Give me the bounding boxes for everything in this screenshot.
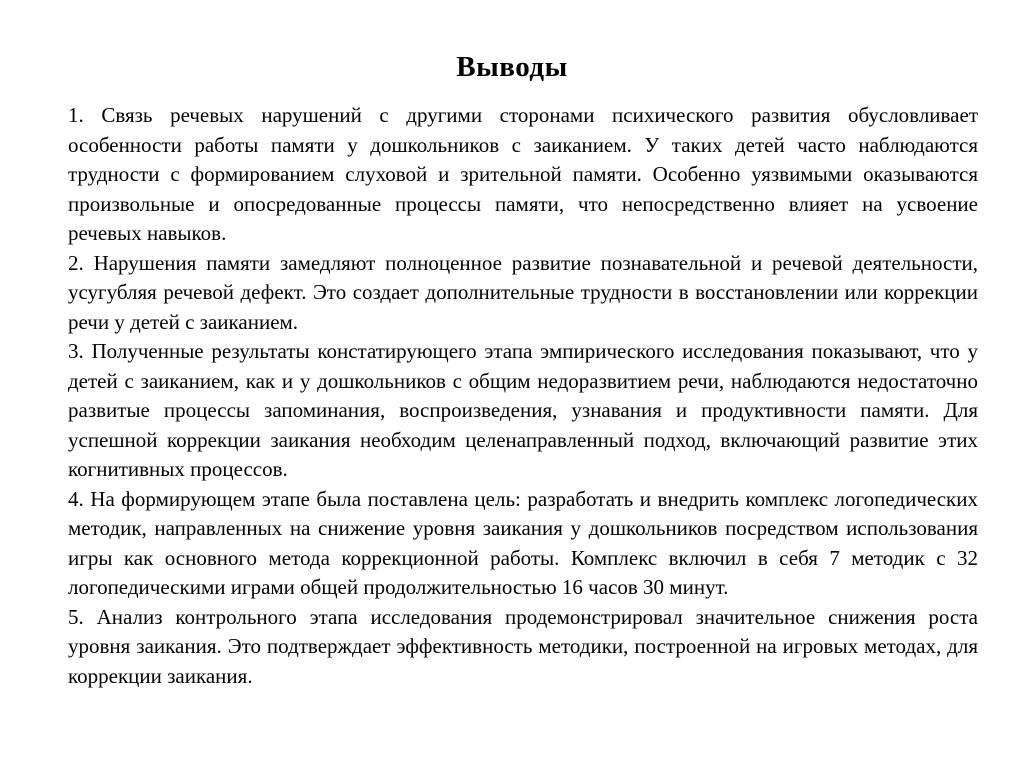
conclusion-paragraph-3: 3. Полученные результаты констатирующего этапа эмпирического исследования показывают, что у детей с заиканием, как и у дошкольников с общим недоразвитием речи, наблюдаются недостаточно развитые процессы запоминания, воспроизведения, узнавания и продуктивности памяти. Для успешной коррекции заикания необходим целенаправленный подход, включающий развитие этих когнитивных процессов. <box>68 339 978 481</box>
conclusions-text-block <box>68 101 978 691</box>
conclusion-paragraph-5: 5. Анализ контрольного этапа исследования продемонстрировал значительное снижения роста уровня заикания. Это подтверждает эффективность методики, построенной на игровых методах, для коррекции заикания. <box>68 604 978 688</box>
conclusion-paragraph-1: 1. Связь речевых нарушений с другими сторонами психического развития обусловливает особенности работы памяти у дошкольников с заиканием. У таких детей часто наблюдаются трудности с формированием слуховой и зрительной памяти. Особенно уязвимыми оказываются произвольные и опосредованные процессы памяти, что непосредственно влияет на усвоение речевых навыков. <box>68 103 978 245</box>
conclusion-paragraph-2: 2. Нарушения памяти замедляют полноценное развитие познавательной и речевой деятельности, усугубляя речевой дефект. Это создает дополнительные трудности в восстановлении или коррекции речи у детей с заиканием. <box>68 250 978 334</box>
slide-title: Выводы <box>456 51 568 83</box>
conclusion-paragraph-4: 4. На формирующем этапе была поставлена цель: разработать и внедрить комплекс логопедических методик, направленных на снижение уровня заикания у дошкольников посредством использования игры как основного метода коррекционной работы. Комплекс включил в себя 7 методик с 32 логопедическими играми общей продолжительностью 16 часов 30 минут. <box>68 486 978 599</box>
